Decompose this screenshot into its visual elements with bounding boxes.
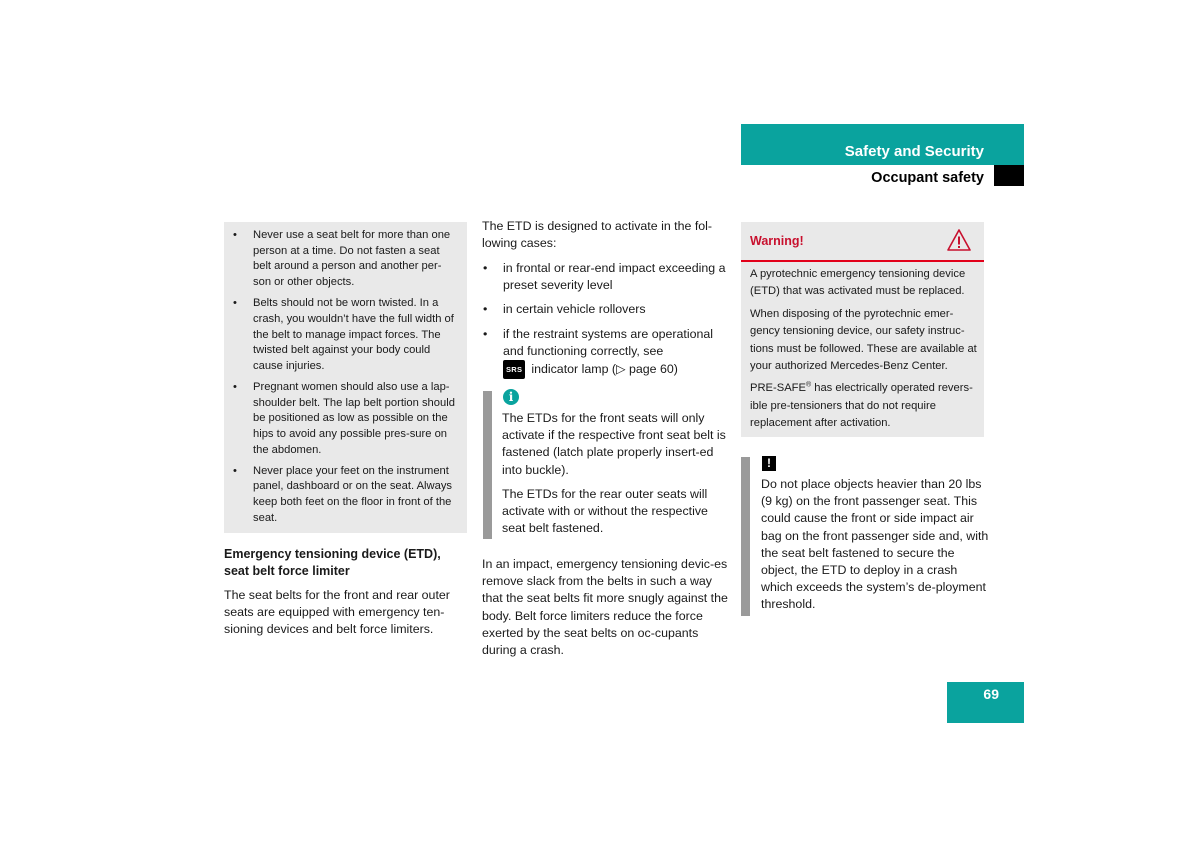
list-item: • Belts should not be worn twisted. In a crash, you wouldn’t have the full width of the belt to manage impact forces. The twisted belt against your body could cause injuries. [233, 296, 457, 375]
list-item: • Never use a seat belt for more than one person at a time. Do not fasten a seat belt around a person and another per-son or other objects. [233, 228, 457, 291]
warning-divider [741, 260, 984, 262]
etd-activation-list [482, 260, 730, 386]
note-text: Do not place objects heavier than 20 lbs (9 kg) on the front passenger seat. This could cause the front or side impact air bag on the front passenger side and, with the seat belt fastened to secure the object, the ETD to deploy in a crash which exceeds the system’s de-ployment threshold. [761, 477, 989, 612]
registered-mark: ® [805, 381, 812, 389]
seatbelt-rules-list [224, 222, 467, 527]
info-note [502, 410, 727, 544]
etd-heading: Emergency tensioning device (ETD), seat belt force limiter [224, 547, 441, 578]
list-item: • in certain vehicle rollovers [482, 301, 730, 318]
info-paragraph: The ETDs for the front seats will only activate if the respective front seat belt is fastened (latch plate properly insert-ed into buckle). [502, 411, 726, 477]
section-title: Safety and Security [844, 143, 984, 160]
pre-safe-label: PRE-SAFE [750, 382, 806, 395]
page-number: 69 [983, 686, 999, 702]
etd-intro-paragraph: The seat belts for the front and rear outer seats are equipped with emergency ten-sioning devices and belt force limiters. [224, 588, 450, 637]
warning-body [750, 266, 978, 438]
warning-paragraph: A pyrotechnic emergency tensioning device (ETD) that was activated must be replaced. [750, 268, 966, 298]
impact-paragraph: In an impact, emergency tensioning devic-es remove slack from the belts in such a way that the seat belts fit more snugly against the body. Belt force limiters reduce the force exerted by the seat belts on oc-cupants during a crash. [482, 557, 728, 658]
srs-indicator-icon: SRS [503, 360, 525, 379]
warning-paragraph [750, 380, 978, 432]
warning-title: Warning! [750, 234, 804, 248]
seatbelt-rules-box [224, 222, 467, 533]
info-paragraph: The ETDs for the rear outer seats will activate with or without the respective seat belt fastened. [502, 486, 708, 536]
pre-safe-text: has electrically operated revers-ible pre-tensioners that do not require replacement after activation. [750, 382, 973, 430]
exclamation-icon: ! [762, 456, 776, 471]
subsection-title: Occupant safety [871, 170, 984, 186]
list-item-text: if the restraint systems are operational and functioning correctly, see [503, 326, 714, 358]
list-item: • in frontal or rear-end impact exceeding a preset severity level [482, 260, 730, 294]
header-marker [994, 165, 1024, 186]
list-item: • Never place your feet on the instrument panel, dashboard or on the seat. Always keep both feet on the floor in front of the seat. [233, 464, 457, 527]
warning-triangle-icon [947, 228, 971, 252]
warning-paragraph: When disposing of the pyrotechnic emer-gency tensioning device, our safety instruc-tions must be followed. These are available at your authorized Mercedes-Benz Center. [750, 307, 977, 373]
page-reference-link[interactable]: indicator lamp (▷ page 60) [531, 362, 678, 377]
info-icon: i [503, 389, 519, 405]
list-item [482, 326, 730, 380]
note-sidebar [741, 457, 750, 616]
list-item: • Pregnant women should also use a lap-shoulder belt. The lap belt portion should be positioned as low as possible on the hips to avoid any possible pres-sure on the abdomen. [233, 380, 457, 459]
info-sidebar [483, 391, 492, 539]
etd-activation-intro: The ETD is designed to activate in the fol-lowing cases: [482, 219, 713, 251]
